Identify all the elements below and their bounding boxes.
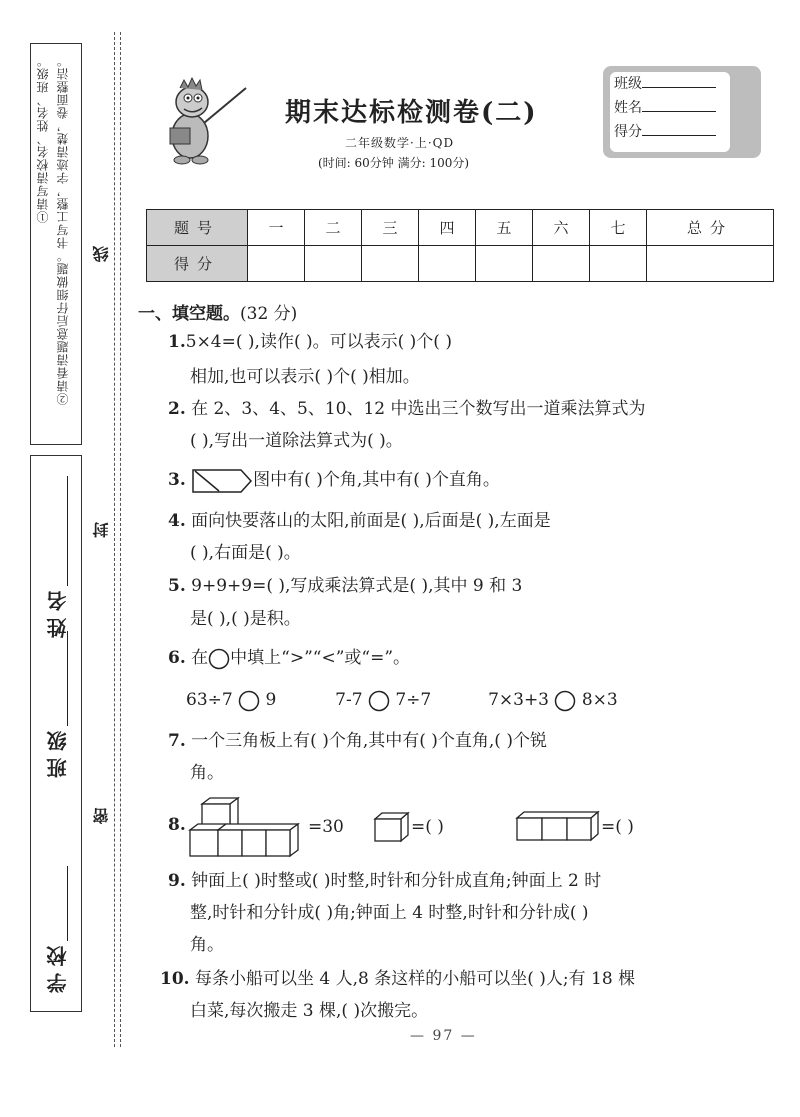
cube-row-icon [515, 810, 601, 842]
info-score-label: 得分 [614, 124, 642, 140]
row1-label: 题号 [147, 210, 248, 246]
q10-line1: 每条小船可以坐 4 人,8 条这样的小船可以坐( )人;有 18 棵 [194, 969, 636, 989]
col-4: 四 [419, 210, 476, 246]
q6-a-left: 63÷7 [186, 690, 233, 710]
section-points: (32 分) [240, 304, 298, 324]
q2-line2: ( ),写出一道除法算式为( )。 [190, 431, 403, 451]
cube-stack-large-icon [188, 796, 310, 858]
question-7-cont [190, 760, 224, 786]
compare-circle-b[interactable] [368, 690, 390, 712]
question-4-cont [190, 540, 301, 566]
question-7 [168, 728, 547, 754]
mark-seal: 封 [92, 522, 111, 538]
page-subtitle: 二年级数学·上·QD [345, 136, 455, 150]
col-3: 三 [362, 210, 419, 246]
q5-number: 5. [168, 576, 186, 596]
score-cell[interactable] [419, 246, 476, 282]
school-label: 学 校 [46, 946, 70, 993]
q7-line2: 角。 [190, 763, 224, 783]
mark-secret: 密 [92, 808, 111, 824]
q10-number: 10. [160, 969, 190, 989]
q3-text: 图中有( )个角,其中有( )个直角。 [253, 470, 500, 490]
col-total: 总分 [647, 210, 774, 246]
mark-line: 线 [92, 246, 111, 262]
row2-label: 得分 [147, 246, 248, 282]
q8-eq2: =( ) [411, 817, 444, 837]
section-title [138, 299, 297, 324]
q6-number: 6. [168, 648, 186, 668]
score-cell[interactable] [305, 246, 362, 282]
circle-blank-icon [208, 648, 230, 670]
time-info: (时间: 60分钟 满分: 100分) [318, 156, 470, 170]
question-6 [168, 645, 410, 671]
notice-box [30, 43, 82, 445]
question-10 [160, 966, 635, 992]
q2-line1: 在 2、3、4、5、10、12 中选出三个数写出一道乘法算式为 [191, 399, 646, 419]
pentagon-shape-icon [191, 468, 253, 494]
q5-line2: 是( ),( )是积。 [190, 609, 301, 629]
info-name-field[interactable] [642, 97, 716, 112]
info-class-field[interactable] [642, 73, 716, 88]
section-title-text: 一、填空题。 [138, 304, 240, 324]
notice-2: ②请看清题意后仔细做题。书写工整，字迹清楚，卷面整洁。 [56, 54, 70, 405]
score-cell[interactable] [248, 246, 305, 282]
question-1 [168, 329, 452, 355]
info-class-label: 班级 [614, 76, 642, 92]
cut-line-2 [120, 32, 121, 1047]
student-info-card [603, 66, 761, 158]
col-1: 一 [248, 210, 305, 246]
q1-line2: 相加,也可以表示( )个( )相加。 [190, 367, 420, 387]
info-class-row [610, 72, 730, 96]
cut-line-1 [114, 32, 115, 1047]
question-8 [168, 812, 186, 838]
q1-number: 1. [168, 332, 186, 352]
question-1-cont [190, 364, 420, 390]
student-info-box [30, 455, 82, 1012]
q9-line2: 整,时针和分针成( )角;钟面上 4 时整,时针和分针成( ) [190, 903, 589, 923]
col-5: 五 [476, 210, 533, 246]
score-cell[interactable] [590, 246, 647, 282]
page-number: — 97 — [410, 1028, 477, 1044]
question-9-cont [190, 900, 589, 926]
q8-eq1: =30 [308, 817, 344, 837]
q9-line1: 钟面上( )时整或( )时整,时针和分针成直角;钟面上 2 时 [191, 871, 602, 891]
q7-line1: 一个三角板上有( )个角,其中有( )个直角,( )个锐 [191, 731, 547, 751]
question-10-cont [190, 998, 428, 1024]
q3-number: 3. [168, 470, 186, 490]
info-name-row [610, 96, 730, 120]
class-line [67, 631, 68, 726]
col-7: 七 [590, 210, 647, 246]
info-score-field[interactable] [642, 121, 716, 136]
class-label: 班 级 [46, 731, 70, 778]
compare-circle-a[interactable] [238, 690, 260, 712]
q2-number: 2. [168, 399, 186, 419]
notice-1: ①请写清校名、姓名、班级。 [36, 54, 50, 223]
name-line [67, 476, 68, 586]
score-table [146, 209, 774, 282]
info-score-row [610, 120, 730, 144]
question-9-cont2 [190, 932, 224, 958]
q9-line3: 角。 [190, 935, 224, 955]
compare-circle-c[interactable] [554, 690, 576, 712]
q4-line2: ( ),右面是( )。 [190, 543, 301, 563]
question-5-cont [190, 606, 301, 632]
q1-line1: 5×4=( ),读作( )。可以表示( )个( ) [185, 332, 452, 352]
q4-number: 4. [168, 511, 186, 531]
question-9 [168, 868, 601, 894]
q6-a-right: 9 [265, 690, 277, 710]
dinosaur-teacher-icon [160, 68, 250, 168]
q10-line2: 白菜,每次搬走 3 棵,( )次搬完。 [190, 1001, 429, 1021]
info-name-label: 姓名 [614, 100, 642, 116]
question-5 [168, 573, 522, 599]
q8-number: 8. [168, 815, 186, 835]
col-6: 六 [533, 210, 590, 246]
name-label: 姓 名 [46, 591, 70, 638]
q6-b-left: 7-7 [335, 690, 363, 710]
q6-text-a: 在 [191, 648, 209, 668]
q7-number: 7. [168, 731, 186, 751]
question-2-cont [190, 428, 403, 454]
q6-b-right: 7÷7 [395, 690, 432, 710]
q8-eq3: =( ) [601, 817, 634, 837]
question-4 [168, 508, 551, 534]
q9-number: 9. [168, 871, 186, 891]
score-table-score-row [147, 246, 774, 282]
question-6-compare [186, 687, 618, 713]
question-3 [168, 467, 500, 494]
q6-c-left: 7×3+3 [488, 690, 549, 710]
col-2: 二 [305, 210, 362, 246]
school-line [67, 866, 68, 941]
score-cell[interactable] [533, 246, 590, 282]
score-table-header-row [147, 210, 774, 246]
score-cell[interactable] [362, 246, 419, 282]
q6-c-right: 8×3 [581, 690, 618, 710]
score-cell-total[interactable] [647, 246, 774, 282]
page-title: 期末达标检测卷(二) [285, 98, 538, 128]
q4-line1: 面向快要落山的太阳,前面是( ),后面是( ),左面是 [191, 511, 551, 531]
question-2 [168, 396, 646, 422]
score-cell[interactable] [476, 246, 533, 282]
cube-single-icon [373, 811, 411, 843]
q6-text-b: 中填上“>”“<”或“=”。 [230, 648, 411, 668]
q5-line1: 9+9+9=( ),写成乘法算式是( ),其中 9 和 3 [191, 576, 523, 596]
